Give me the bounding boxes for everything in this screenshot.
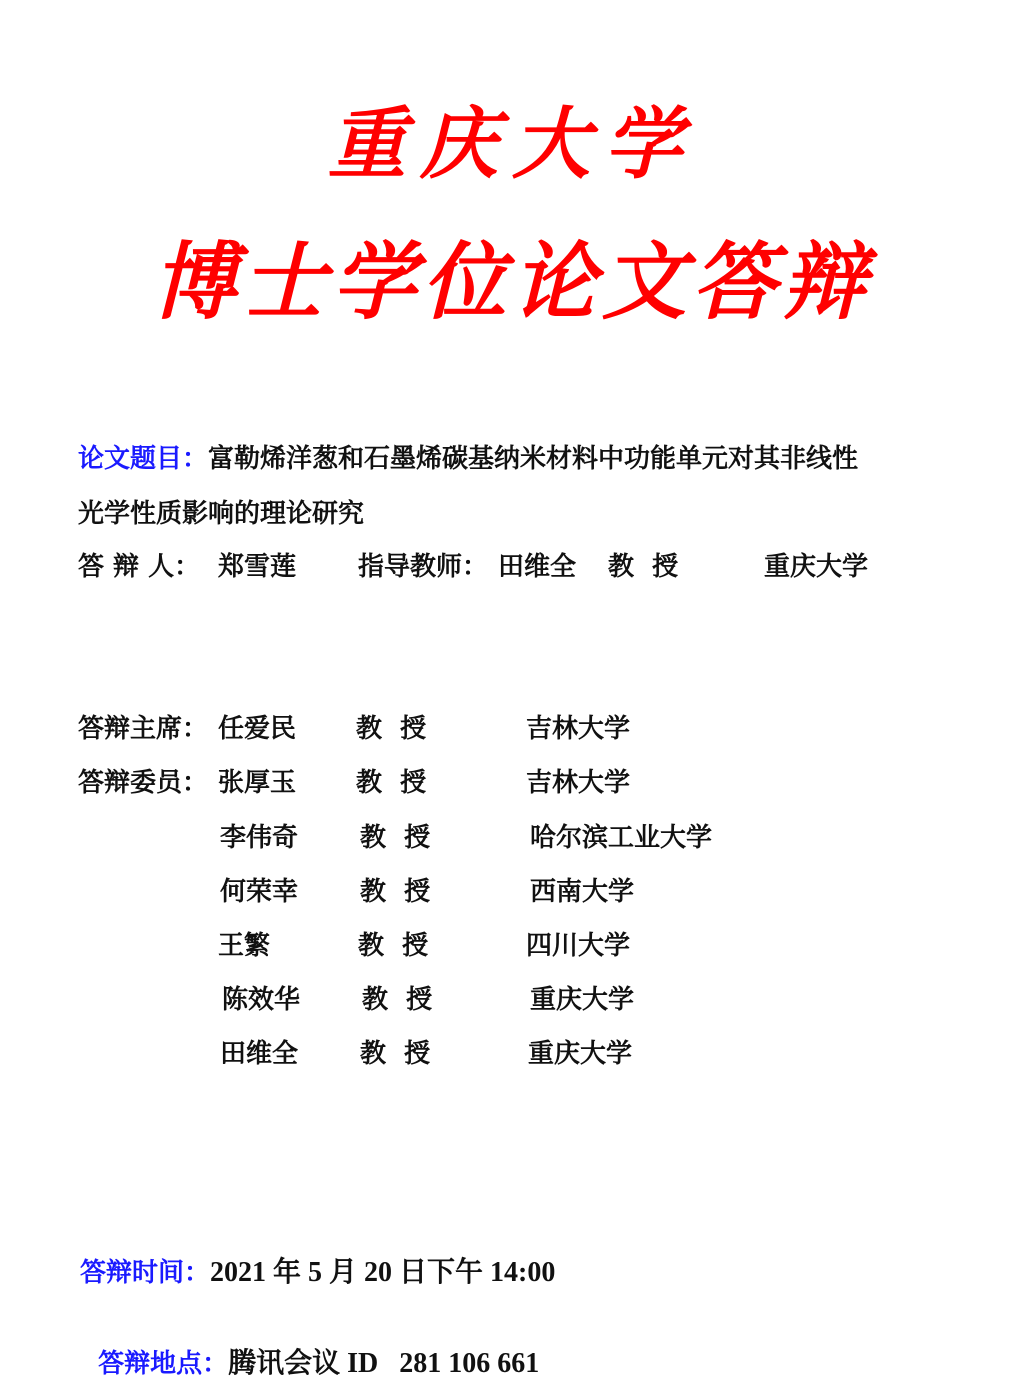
member-affiliation: 重庆大学 [530,985,635,1015]
defense-time-row [80,1255,555,1291]
candidate-label: 答 辩 人： [78,552,201,582]
member-name: 陈效华 [222,985,301,1015]
member-name: 王繁 [218,931,271,961]
member-affiliation: 吉林大学 [526,768,631,798]
supervisor-name: 田维全 [498,552,577,582]
member-name: 张厚玉 [218,768,297,798]
supervisor-label: 指导教师： [358,552,489,582]
defense-place-value: 腾讯会议 ID 281 106 661 [228,1348,540,1379]
member-title: 教 授 [360,877,431,907]
defense-time-label: 答辩时间： [80,1258,211,1288]
defense-title: 博士学位论文答辩 [151,232,872,331]
members-label: 答辩委员： [78,768,209,798]
member-name: 李伟奇 [220,823,299,853]
member-name: 田维全 [220,1039,299,1069]
member-affiliation: 四川大学 [526,931,631,961]
member-affiliation: 重庆大学 [528,1039,633,1069]
chair-label: 答辩主席： [78,714,209,744]
thesis-title-line2: 光学性质影响的理论研究 [78,499,365,529]
thesis-title-row [78,441,858,477]
chair-title: 教 授 [356,714,427,744]
supervisor-affiliation: 重庆大学 [764,552,869,582]
member-title: 教 授 [358,931,429,961]
defense-place-row [80,1310,539,1382]
chair-name: 任爱民 [218,714,297,744]
member-affiliation: 西南大学 [530,877,635,907]
member-title: 教 授 [360,1039,431,1069]
member-affiliation: 哈尔滨工业大学 [530,823,713,853]
member-title: 教 授 [360,823,431,853]
thesis-title-row-2 [78,496,364,532]
chair-affiliation: 吉林大学 [526,714,631,744]
member-title: 教 授 [356,768,427,798]
defense-place-label: 答辩地点： [98,1349,229,1379]
thesis-title-label: 论文题目： [78,444,209,474]
defense-time-value: 2021 年 5 月 20 日下午 14:00 [210,1257,556,1288]
thesis-title-line1: 富勒烯洋葱和石墨烯碳基纳米材料中功能单元对其非线性 [208,444,859,474]
supervisor-title: 教 授 [608,552,679,582]
university-title: 重庆大学 [327,99,696,190]
member-name: 何荣幸 [220,877,299,907]
member-title: 教 授 [362,985,433,1015]
candidate-name: 郑雪莲 [218,552,297,582]
